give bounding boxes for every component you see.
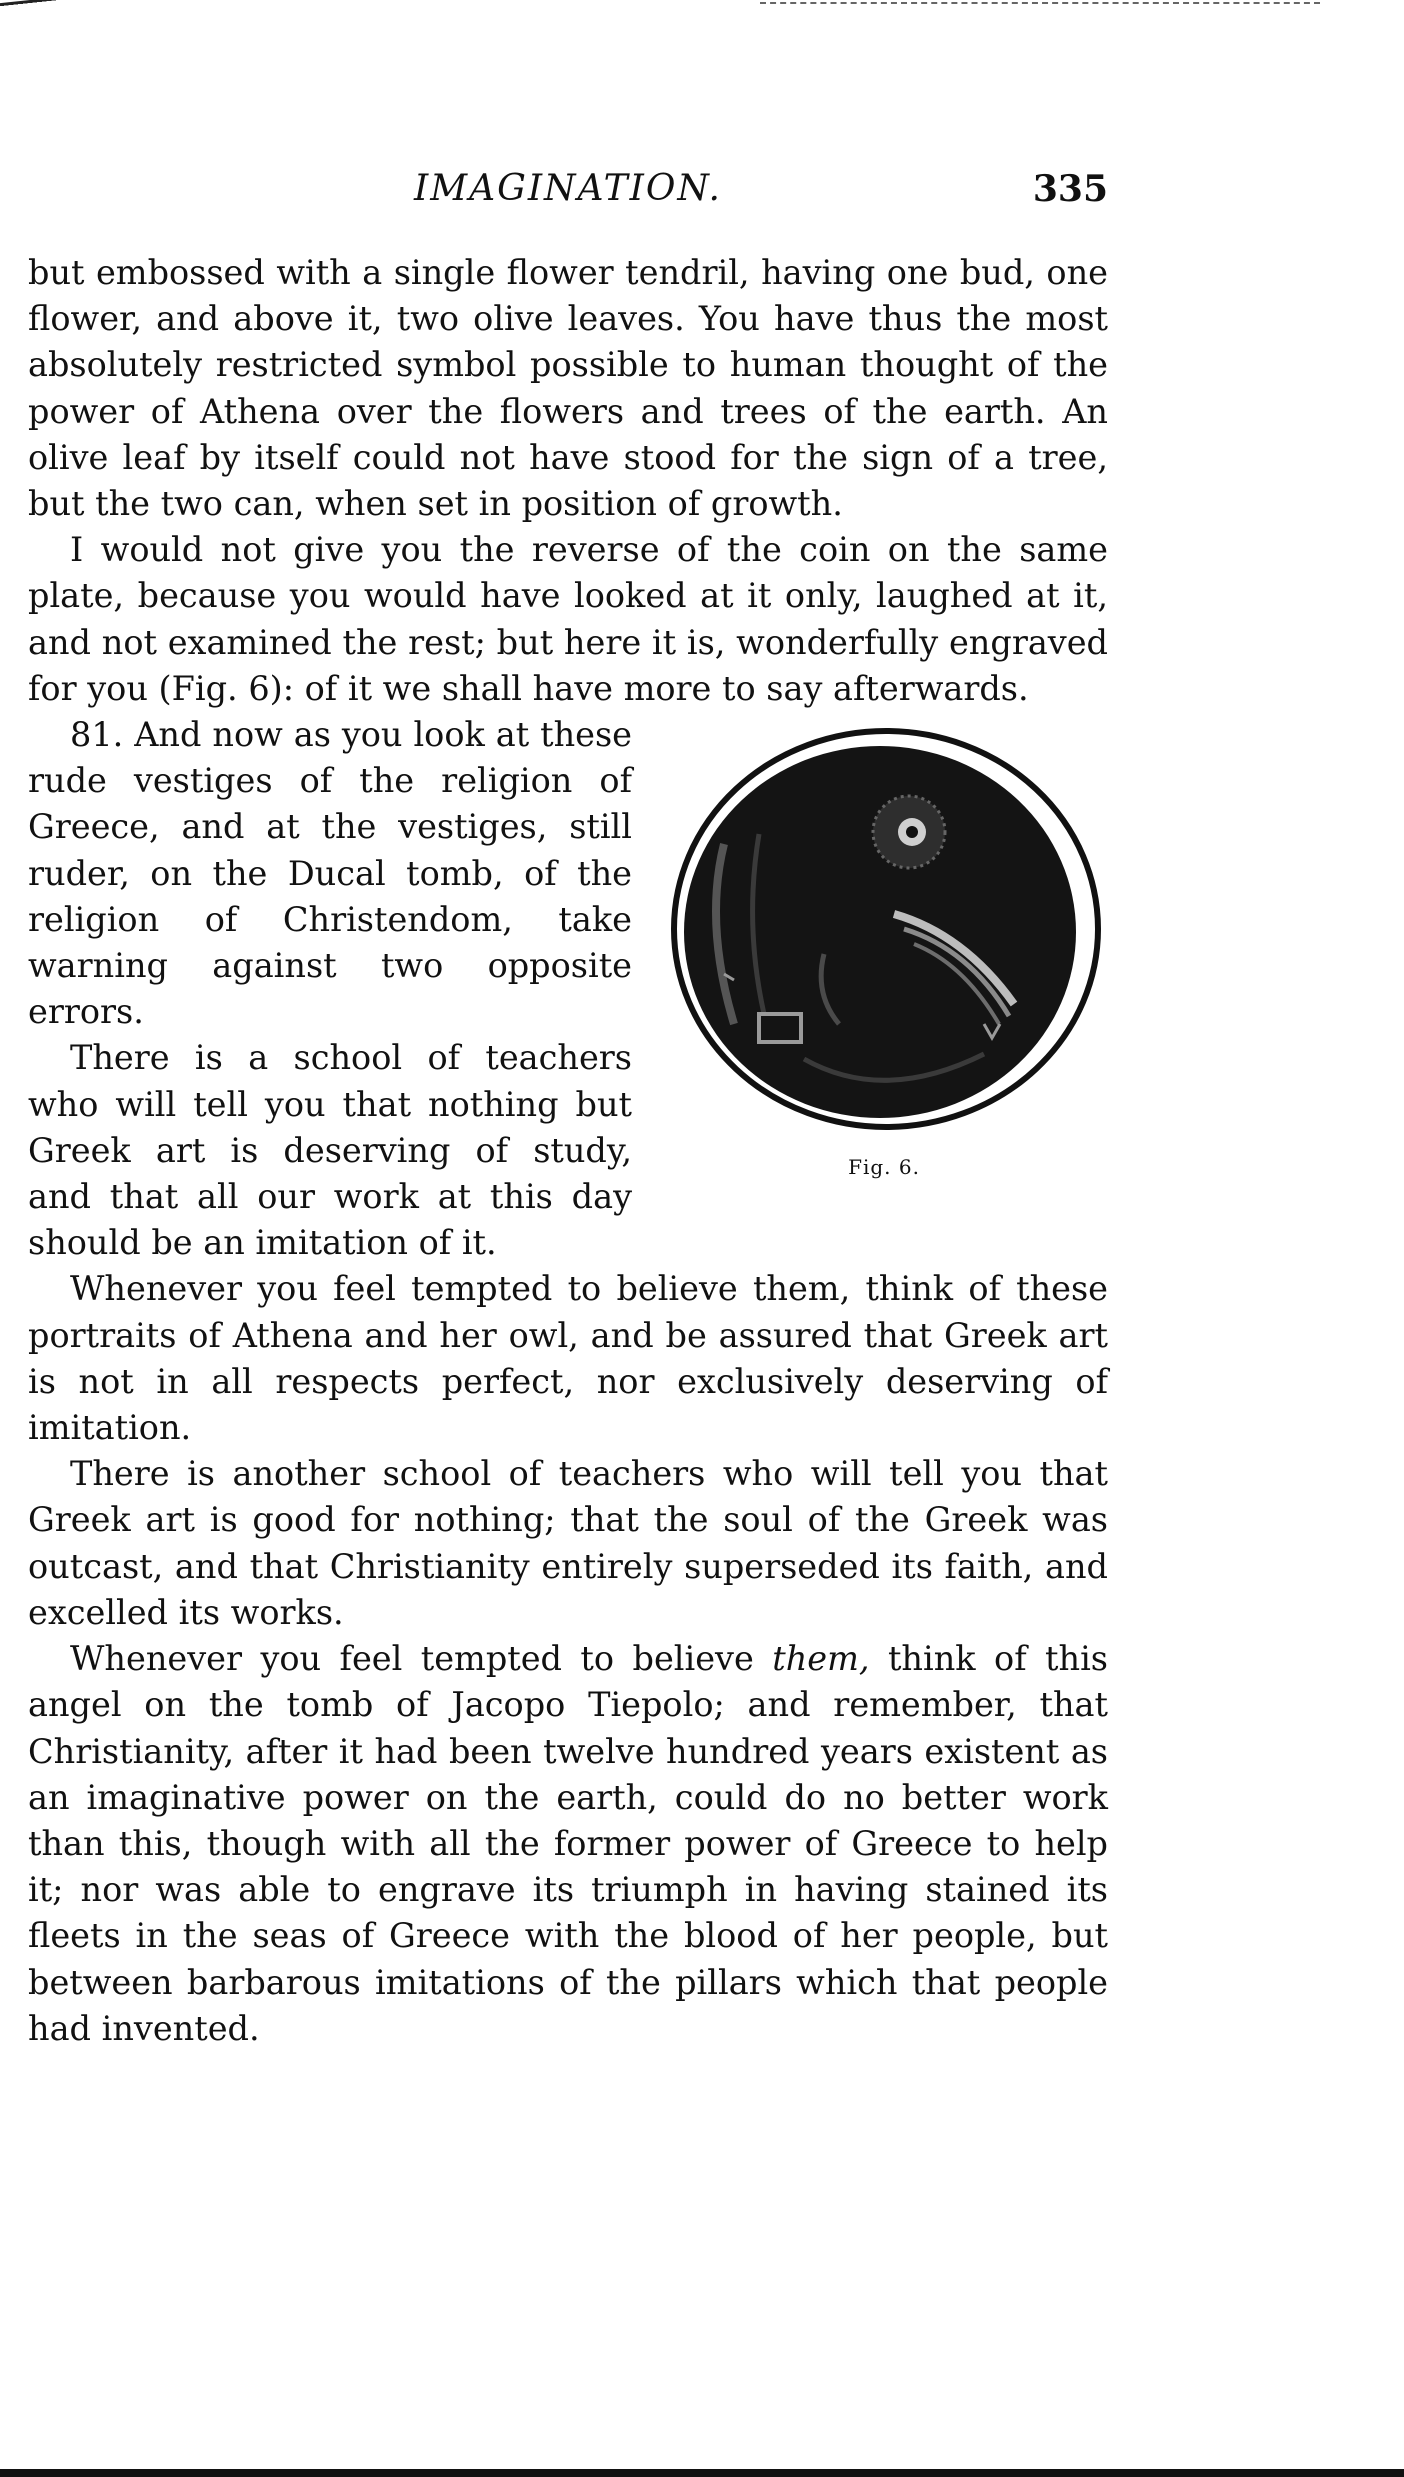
scan-top-rule bbox=[760, 2, 1320, 4]
paragraph-3: 81. And now as you look at these rude vestiges of the religion of Greece, and at the vestiges, still ruder, on the Ducal tomb, of the religion of Christendom, take warning against two opposite errors. bbox=[28, 715, 632, 1032]
page-header bbox=[28, 168, 1108, 216]
paragraph-4: There is a school of teachers who will tell you that nothing but Greek art is deserving of study, and that all our work at this day should be an imitation of it. bbox=[28, 1038, 632, 1263]
figure-caption: Fig. 6. bbox=[848, 1155, 920, 1180]
running-title: IMAGINATION. bbox=[414, 168, 722, 209]
coin-figure bbox=[660, 724, 1108, 1188]
paragraph-2: I would not give you the reverse of the coin on the same plate, because you would have looked at it only, laughed at it, and not examined the rest; but here it is, wonderfully engraved for you (Fig. 6): of it we shall have more to say afterwards. bbox=[28, 530, 1108, 708]
owl-coin-illustration bbox=[664, 724, 1104, 1144]
paragraph-7 bbox=[28, 1636, 1108, 2052]
body-text bbox=[28, 250, 1108, 2052]
paragraph-1: but embossed with a single flower tendril, having one bud, one flower, and above it, two olive leaves. You have thus the most absolutely restricted symbol possible to human thought of the power of Athena over the flowers and trees of the earth. An olive leaf by itself could not have stood for the sign of a tree, but the two can, when set in position of growth. bbox=[28, 253, 1108, 524]
paragraph-7-end: think of this angel on the tomb of Jacopo Tiepolo; and remember, that Christianity, after it had been twelve hundred years existent as an imaginative power on the earth, could do no better work than this, though with all the former power of Greece to help it; nor was able to engrave its triumph in having stained its fleets in the seas of Greece with the blood of her people, but between barbarous imitations of the pillars which that people had invented. bbox=[28, 1639, 1108, 2048]
paragraph-6: There is another school of teachers who will tell you that Greek art is good for nothing; that the soul of the Greek was outcast, and that Christianity entirely superseded its faith, and excelled its works. bbox=[28, 1454, 1108, 1632]
scan-bottom-rule bbox=[0, 2469, 1404, 2477]
page-number: 335 bbox=[1032, 168, 1108, 210]
paragraph-7-start: Whenever you feel tempted to believe bbox=[70, 1639, 773, 1679]
paragraph-5: Whenever you feel tempted to believe them, think of these portraits of Athena and her owl, and be assured that Greek art is not in all respects perfect, nor exclusively deserving of imitation. bbox=[28, 1269, 1108, 1448]
paragraph-7-emphasis: them, bbox=[772, 1639, 870, 1679]
scan-corner-mark bbox=[0, 0, 60, 11]
